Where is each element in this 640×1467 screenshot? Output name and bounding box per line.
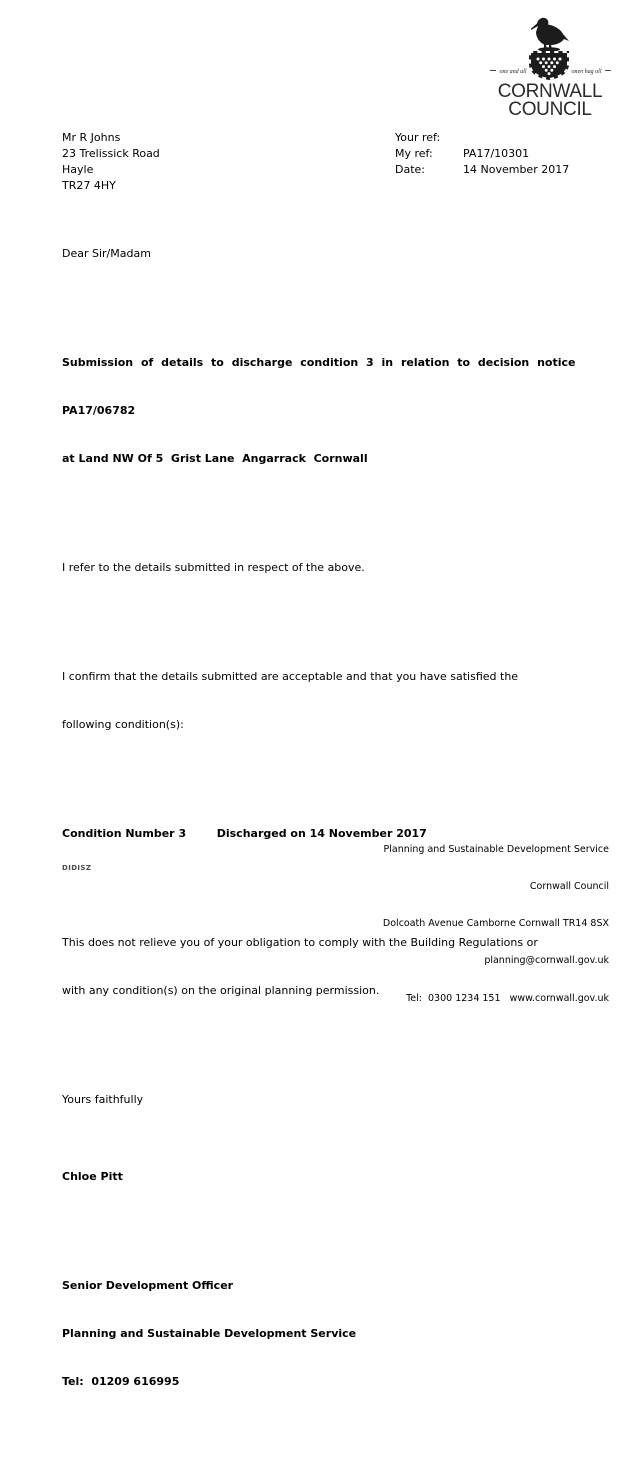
my-ref-row [395, 146, 569, 162]
condition-discharge-line: Condition Number 3 Discharged on 14 November 2017 [62, 827, 427, 840]
recipient-street: 23 Trelissick Road [62, 147, 160, 160]
salutation: Dear Sir/Madam [62, 247, 151, 260]
date-value: 14 November 2017 [463, 163, 570, 176]
chough-bird-icon [531, 18, 569, 52]
motto-right: onen hag oll [571, 68, 602, 75]
paragraph-relieve-line2: with any condition(s) on the original planning permission. [62, 984, 380, 997]
your-ref-row [395, 130, 569, 146]
recipient-town: Hayle [62, 163, 94, 176]
cornwall-shield-icon [529, 51, 569, 80]
paragraph-confirm-line1: I confirm that the details submitted are acceptable and that you have satisfied the [62, 670, 519, 683]
date-label: Date: [395, 163, 425, 176]
org-name-line2: COUNCIL [508, 99, 592, 120]
footer-service: Planning and Sustainable Development Service [383, 843, 609, 855]
footer-address-block [383, 819, 609, 1030]
signatory-tel: Tel: 01209 616995 [62, 1375, 180, 1388]
footer-council: Cornwall Council [529, 881, 609, 893]
subject-line-3: at Land NW Of 5 Grist Lane Angarrack Cornwall [62, 452, 368, 465]
signatory-name: Chloe Pitt [62, 1170, 123, 1183]
org-name [487, 83, 613, 119]
your-ref-label: Your ref: [395, 131, 441, 144]
cornwall-crest-icon [488, 14, 612, 82]
subject-line-1: Submission of details to discharge condition 3 in relation to decision notice [62, 356, 576, 369]
footer-email: planning@cornwall.gov.uk [484, 955, 609, 967]
closing: Yours faithfully [62, 1093, 144, 1106]
my-ref-value: PA17/10301 [463, 147, 530, 160]
recipient-address [62, 130, 160, 194]
paragraph-refer: I refer to the details submitted in respect of the above. [62, 561, 365, 574]
signatory-title1: Senior Development Officer [62, 1279, 234, 1292]
recipient-name: Mr R Johns [62, 131, 121, 144]
subject-heading [62, 323, 578, 499]
cornwall-council-logo [487, 14, 613, 119]
subject-line-2: PA17/06782 [62, 404, 136, 417]
signatory-title2: Planning and Sustainable Development Service [62, 1327, 357, 1340]
signatory-details [62, 1246, 578, 1422]
footer-tel-web: Tel: 0300 1234 151 www.cornwall.gov.uk [406, 992, 609, 1004]
paragraph-confirm-line2: following condition(s): [62, 718, 184, 731]
paragraph-relieve-line1: This does not relieve you of your obligation to comply with the Building Regulations or [62, 936, 538, 949]
motto-left: one and all [499, 68, 527, 75]
recipient-postcode: TR27 4HY [62, 179, 116, 192]
document-code: DIDISZ [62, 864, 92, 872]
my-ref-label: My ref: [395, 147, 433, 160]
org-name-line1: CORNWALL [497, 81, 603, 102]
date-row [395, 162, 569, 178]
reference-block [395, 130, 569, 178]
paragraph-confirm [62, 637, 578, 765]
footer-street-address: Dolcoath Avenue Camborne Cornwall TR14 8SX [382, 918, 609, 930]
